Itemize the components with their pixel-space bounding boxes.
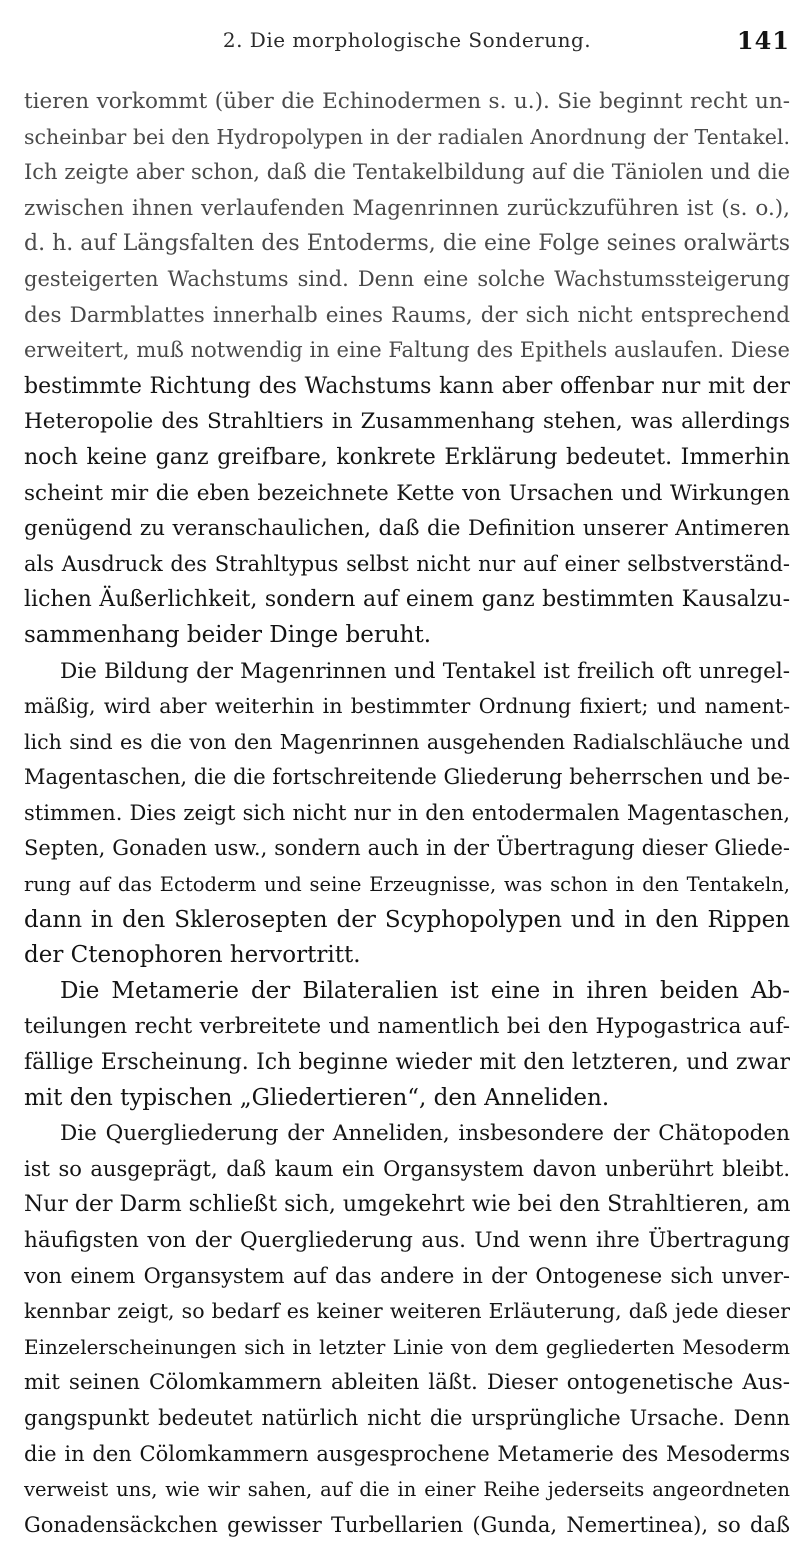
text-line: die in den Cölomkammern ausgesprochene Metamerie des Mesoderms [24, 1441, 790, 1466]
text-line: Gonadensäckchen gewisser Turbellarien (Gunda, Nemertinea), so daß [24, 1512, 790, 1537]
text-line: ist so ausgeprägt, daß kaum ein Organsystem davon unberührt bleibt. [24, 1156, 790, 1181]
page-header [24, 28, 790, 62]
text-line: zwischen ihnen verlaufenden Magenrinnen zurückzuführen ist (s. o.), [24, 195, 790, 221]
text-line: verweist uns, wie wir sahen, auf die in einer Reihe jederseits angeordneten [24, 1478, 790, 1502]
body-text [24, 84, 790, 1543]
text-line: des Darmblattes innerhalb eines Raums, der sich nicht entsprechend [24, 302, 790, 328]
text-line: teilungen recht verbreitete und namentlich bei den Hypogastrica auf- [24, 1014, 790, 1040]
text-line: lich sind es die von den Magenrinnen ausgehenden Radialschläuche und [24, 729, 790, 754]
text-line: sammenhang beider Dinge beruht. [24, 621, 432, 648]
text-line: fällige Erscheinung. Ich beginne wieder mit den letzteren, und zwar [24, 1050, 790, 1076]
text-line: mäßig, wird aber weiterhin in bestimmter Ordnung fixiert; und nament- [24, 694, 790, 719]
text-line: Heteropolie des Strahltiers in Zusammenhang stehen, was allerdings [24, 409, 790, 435]
text-line: stimmen. Dies zeigt sich nicht nur in den entodermalen Magentaschen, [24, 800, 790, 825]
text-line: kennbar zeigt, so bedarf es keiner weiteren Erläuterung, daß jede dieser [24, 1299, 790, 1324]
text-line: häufigsten von der Quergliederung aus. Und wenn ihre Übertragung [24, 1228, 790, 1253]
page-number: 141 [736, 26, 790, 55]
text-line: gangspunkt bedeutet natürlich nicht die ursprüngliche Ursache. Denn [24, 1405, 790, 1430]
text-line: Magentaschen, die die fortschreitende Gliederung beherrschen und be- [24, 765, 790, 790]
text-line: von einem Organsystem auf das andere in der Ontogenese sich unver- [24, 1263, 790, 1288]
text-line: als Ausdruck des Strahltypus selbst nicht nur auf einer selbstverständ- [24, 551, 790, 576]
text-line: d. h. auf Längsfalten des Entoderms, die eine Folge seines oralwärts [24, 231, 790, 257]
text-line: Die Bildung der Magenrinnen und Tentakel ist freilich oft unregel- [60, 658, 790, 684]
text-line: dann in den Sklerosepten der Scyphopolypen und in den Rippen [24, 906, 790, 933]
text-line: noch keine ganz greifbare, konkrete Erklärung bedeutet. Immerhin [24, 444, 790, 470]
text-line: genügend zu veranschaulichen, daß die Definition unserer Antimeren [24, 516, 790, 542]
text-line: tieren vorkommt (über die Echinodermen s. u.). Sie beginnt recht un- [24, 89, 790, 114]
text-line: erweitert, muß notwendig in eine Faltung des Epithels auslaufen. Diese [24, 338, 790, 363]
text-line: scheinbar bei den Hydropolypen in der radialen Anordnung der Tentakel. [24, 124, 790, 149]
running-title: 2. Die morphologische Sonderung. [222, 28, 592, 52]
text-line: mit den typischen „Gliedertieren“, den Anneliden. [24, 1084, 610, 1111]
text-line: Die Metamerie der Bilateralien ist eine in ihren beiden Ab- [60, 977, 790, 1004]
text-line: der Ctenophoren hervortritt. [24, 942, 361, 969]
text-line: Einzelerscheinungen sich in letzter Linie von dem gegliederten Mesoderm [24, 1334, 790, 1359]
text-line: Die Quergliederung der Anneliden, insbesondere der Chätopoden [60, 1121, 790, 1147]
text-line: mit seinen Cölomkammern ableiten läßt. Dieser ontogenetische Aus- [24, 1370, 790, 1396]
text-line: lichen Äußerlichkeit, sondern auf einem ganz bestimmten Kausalzu- [24, 587, 790, 613]
text-line: rung auf das Ectoderm und seine Erzeugnisse, was schon in den Tentakeln, [24, 873, 790, 897]
text-line: bestimmte Richtung des Wachstums kann aber offenbar nur mit der [24, 373, 790, 399]
text-line: scheint mir die eben bezeichnete Kette von Ursachen und Wirkungen [24, 480, 790, 506]
text-line: Septen, Gonaden usw., sondern auch in der Übertragung dieser Gliede- [24, 836, 790, 861]
text-line: gesteigerten Wachstums sind. Denn eine solche Wachstumssteigerung [24, 266, 790, 291]
text-line: Ich zeigte aber schon, daß die Tentakelbildung auf die Täniolen und die [24, 160, 790, 185]
text-line: Nur der Darm schließt sich, umgekehrt wie bei den Strahltieren, am [24, 1192, 790, 1218]
